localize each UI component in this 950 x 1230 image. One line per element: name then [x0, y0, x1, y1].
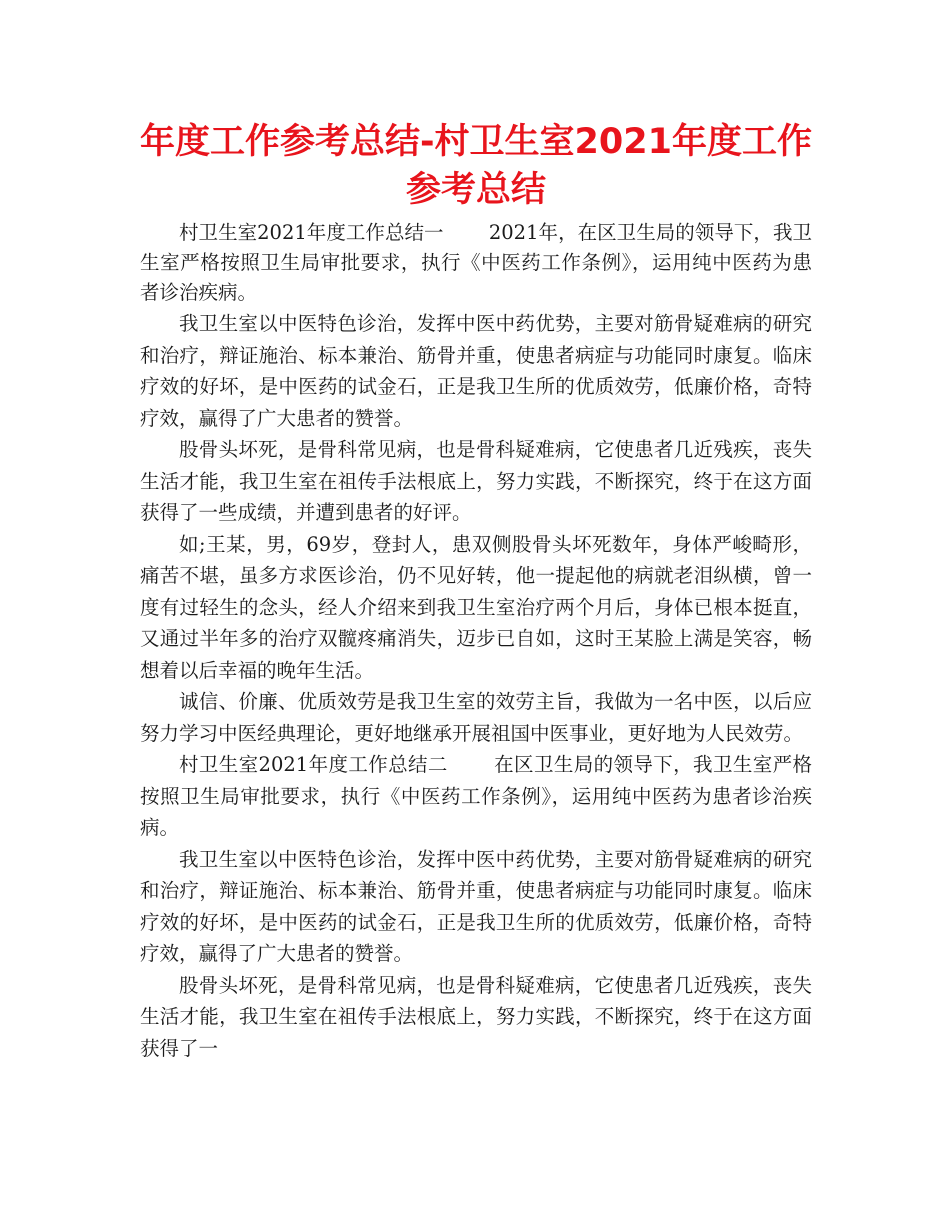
paragraph: 村卫生室2021年度工作总结一 2021年，在区卫生局的领导下，我卫生室严格按照卫生局审批要求，执行《中医药工作条例》，运用纯中医药为患者诊治疾病。 [140, 221, 812, 304]
paragraph: 股骨头坏死，是骨科常见病，也是骨科疑难病，它使患者几近残疾，丧失生活才能，我卫生室在祖传手法根底上，努力实践，不断探究，终于在这方面获得了一些成绩，并遭到患者的好评。 [140, 438, 812, 524]
paragraph: 诚信、价廉、优质效劳是我卫生室的效劳主旨，我做为一名中医，以后应努力学习中医经典理论，更好地继承开展祖国中医事业，更好地为人民效劳。 [140, 690, 812, 745]
document-body [140, 218, 812, 1064]
document-title: 年度工作参考总结-村卫生室2021年度工作参考总结 [140, 122, 812, 210]
paragraph: 我卫生室以中医特色诊治，发挥中医中药优势，主要对筋骨疑难病的研究和治疗，辩证施治、标本兼治、筋骨并重，使患者病症与功能同时康复。临床疗效的好坏，是中医药的试金石，正是我卫生所的优质效劳，低廉价格，奇特疗效，赢得了广大患者的赞誉。 [140, 847, 812, 965]
paragraph: 我卫生室以中医特色诊治，发挥中医中药优势，主要对筋骨疑难病的研究和治疗，辩证施治、标本兼治、筋骨并重，使患者病症与功能同时康复。临床疗效的好坏，是中医药的试金石，正是我卫生所的优质效劳，低廉价格，奇特疗效，赢得了广大患者的赞誉。 [140, 312, 812, 430]
paragraph: 股骨头坏死，是骨科常见病，也是骨科疑难病，它使患者几近残疾，丧失生活才能，我卫生室在祖传手法根底上，努力实践，不断探究，终于在这方面获得了一 [140, 973, 812, 1060]
paragraph: 村卫生室2021年度工作总结二 在区卫生局的领导下，我卫生室严格按照卫生局审批要求，执行《中医药工作条例》，运用纯中医药为患者诊治疾病。 [140, 753, 812, 839]
paragraph: 如;王某，男，69岁，登封人，患双侧股骨头坏死数年，身体严峻畸形，痛苦不堪，虽多方求医诊治，仍不见好转，他一提起他的病就老泪纵横，曾一度有过轻生的念头，经人介绍来到我卫生室治疗两个月后，身体已根本挺直，又通过半年多的治疗双髋疼痛消失，迈步已自如，这时王某脸上满是笑容，畅想着以后幸福的晚年生活。 [140, 532, 812, 682]
